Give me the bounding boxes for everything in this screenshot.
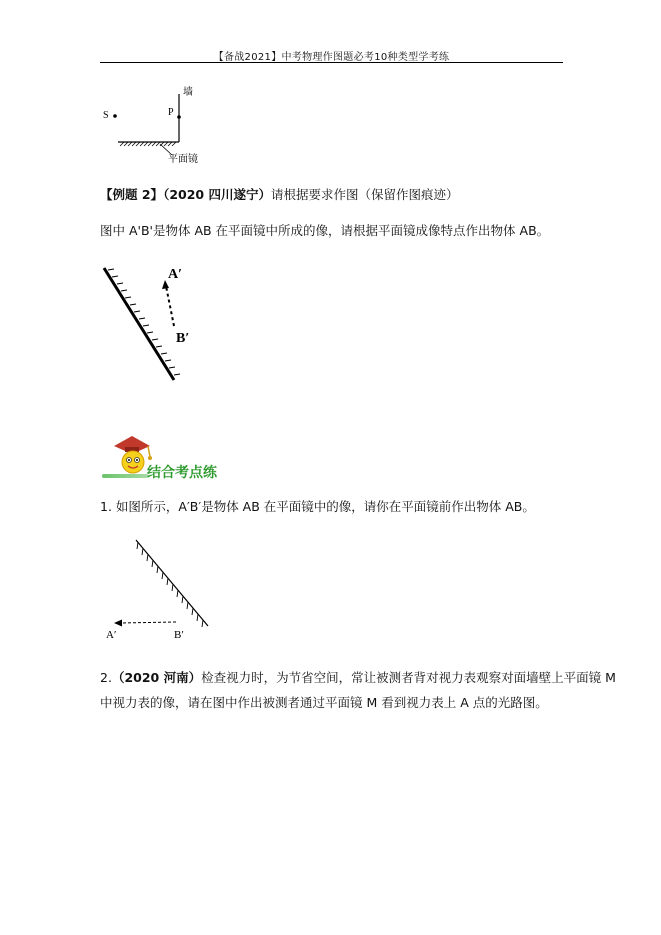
header-rule xyxy=(100,62,563,63)
example2-question: 图中 A'B'是物体 AB 在平面镜中所成的像，请根据平面镜成像特点作出物体 AB。 xyxy=(100,223,550,238)
mirror-line xyxy=(136,540,208,626)
image-ab-line xyxy=(166,286,174,326)
example-tag: 【例题 2】 xyxy=(100,187,164,202)
example-instruction: 请根据要求作图（保留作图痕迹） xyxy=(270,187,459,202)
figure-q1 xyxy=(100,534,220,646)
q2-line1 xyxy=(100,668,616,686)
label-b-prime: B′ xyxy=(174,629,184,641)
mirror-hatching xyxy=(108,267,183,375)
label-s: S xyxy=(103,110,109,121)
label-a-prime: A′ xyxy=(106,629,117,641)
q1-text: 1. 如图所示，A′B′是物体 AB 在平面镜中的像，请你在平面镜前作出物体 AB。 xyxy=(100,499,535,514)
example2-heading xyxy=(100,185,458,203)
label-mirror: 平面镜 xyxy=(168,154,198,165)
mirror-hatching xyxy=(120,142,176,146)
section-underline xyxy=(102,474,148,478)
label-a-prime: A′ xyxy=(168,267,183,282)
label-p: P xyxy=(168,107,174,118)
point-s xyxy=(113,114,117,118)
example-source: （2020 四川遂宁） xyxy=(163,187,271,202)
q2-number: 2. xyxy=(100,670,112,685)
figure-wall-mirror xyxy=(100,82,230,168)
mirror-hatching xyxy=(137,542,203,627)
q2-text-1: 检查视力时，为节省空间，常让被测者背对视力表观察对面墙壁上平面镜 M xyxy=(201,670,616,685)
image-arrowhead xyxy=(114,620,122,627)
image-ab-line xyxy=(120,622,176,623)
q2-source: （2020 河南） xyxy=(111,670,202,685)
label-b-prime: B′ xyxy=(176,331,190,346)
figure-example2 xyxy=(100,258,200,384)
label-wall: 墙 xyxy=(183,87,193,98)
q2-line2: 中视力表的像，请在图中作出被测者通过平面镜 M 看到视力表上 A 点的光路图。 xyxy=(100,695,548,710)
point-p xyxy=(177,115,181,119)
section-title: 结合考点练 xyxy=(147,465,217,481)
page-header: 【备战2021】中考物理作图题必考10种类型学考练 xyxy=(213,52,450,63)
